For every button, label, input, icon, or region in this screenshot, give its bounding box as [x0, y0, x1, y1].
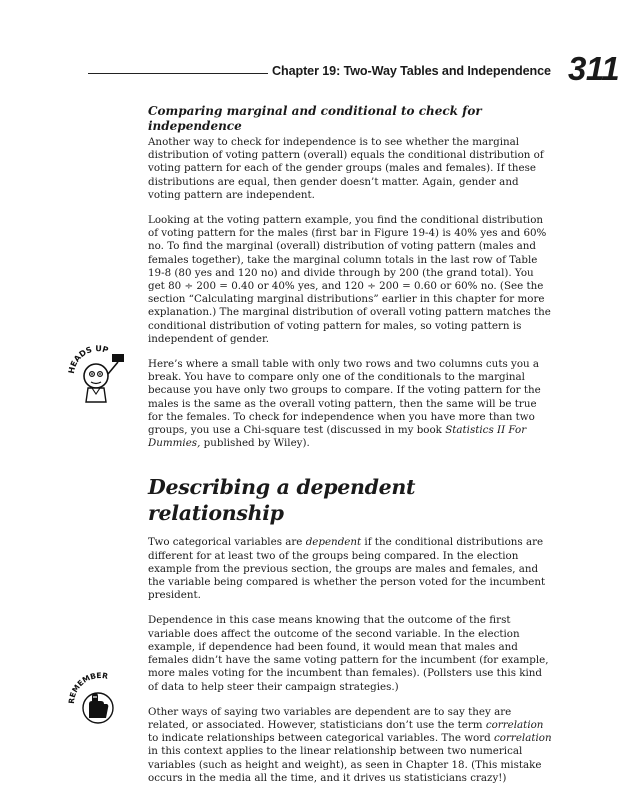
- page-content: [148, 104, 552, 785]
- header-rule: [88, 73, 268, 74]
- term-correlation: correlation: [494, 732, 552, 745]
- heads-up-icon: [62, 336, 134, 408]
- paragraph: Dependence in this case means knowing that the outcome of the first variable does affect the outcome of the second variable. In the election example, if dependence had been found, it would mean that males and females didn’t have the same voting pattern for the incumbent (for example, more males voting for the incumbent than females). (Pollsters use this kind of data to help steer their campaign strategies.): [148, 614, 549, 693]
- page-number: 311: [568, 50, 620, 87]
- text-span: published by Wiley).: [200, 437, 310, 450]
- text-span: Here’s where a small table with only two rows and two columns cuts you a break. You have to compare only one of the conditionals to the marginal because you have only two groups to compare. If the voting pattern for the males is the same as the overall voting pattern, then the same will be true for the females. To check for independence when you have more than two groups, you use a Chi-square test (discussed in my book: [148, 358, 541, 437]
- text-span: Two categorical variables are: [148, 536, 306, 549]
- text-span: if the conditional distributions are different for at least two of the groups being compared. In the election example from the previous section, the groups are males and females, and the variable being compared is whether the person voted for the incumbent president.: [148, 536, 546, 602]
- heads-up-label: HEADS UP: [66, 344, 110, 375]
- text-span: to indicate relationships between categorical variables. The word: [148, 732, 495, 745]
- heads-up-paragraph: [148, 358, 552, 450]
- paragraph: Another way to check for independence is to see whether the marginal distribution of voting pattern (overall) equals the conditional distribution of voting pattern for each of the gender groups (males and females). If these distributions are equal, then gender doesn’t matter. Again, gender and voting pattern are independent.: [148, 136, 544, 201]
- term-correlation: correlation: [485, 718, 544, 731]
- remember-label: REMEMBER: [66, 670, 109, 705]
- paragraph: [148, 536, 552, 602]
- book-title: Statistics II For Dummies,: [148, 424, 527, 450]
- chapter-title: Chapter 19: Two-Way Tables and Independence: [272, 64, 551, 78]
- term-dependent: dependent: [305, 536, 362, 549]
- paragraph: Looking at the voting pattern example, you find the conditional distribution of voting pattern for the males (first bar in Figure 19-4) is 40% yes and 60% no. To find the marginal (overall) distribution of voting pattern (males and females together), take the marginal column totals in the last row of Table 19-8 (80 yes and 120 no) and divide through by 200 (the grand total). You get 80 ÷ 200 = 0.40 or 40% yes, and 120 ÷ 200 = 0.60 or 60% no. (See the section “Calculating marginal distributions” earlier in this chapter for more explanation.) The marginal distribution of overall voting pattern matches the conditional distribution of voting pattern for males, so voting pattern is independent of gender.: [148, 214, 551, 345]
- section-heading-dependent: Describing a dependent relationship: [148, 475, 416, 526]
- text-span: in this context applies to the linear relationship between two numerical variables (such as height and weight), as seen in Chapter 18. (This mistake occurs in the media all the time, and it drives us statisticians crazy!): [148, 745, 542, 784]
- remember-icon: [64, 664, 136, 736]
- remember-paragraph: [148, 706, 552, 785]
- subheading-marginal-conditional: Comparing marginal and conditional to check for independence: [148, 104, 482, 133]
- text-span: Other ways of saying two variables are dependent are to say they are related, or associated. However, statisticians don’t use the term: [148, 705, 512, 731]
